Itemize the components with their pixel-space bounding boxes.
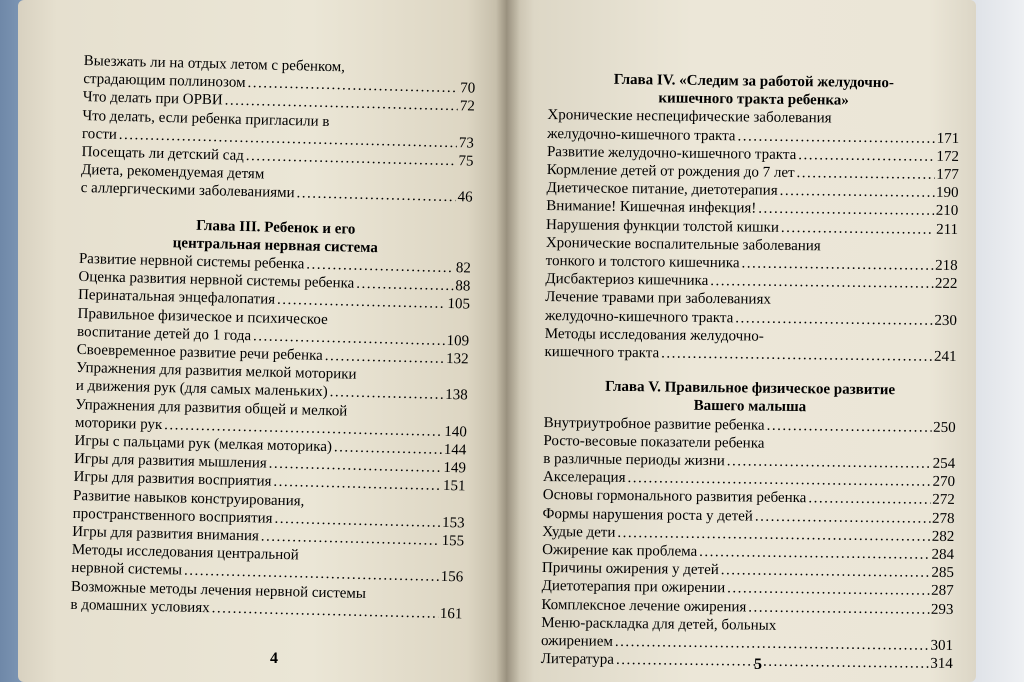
toc-leader-dots bbox=[796, 164, 934, 184]
toc-entry-title: Кормление детей от рождения до 7 лет bbox=[546, 162, 795, 182]
toc-entry-title: Развитие желудочно-кишечного тракта bbox=[546, 143, 797, 163]
toc-section-chapter-5 bbox=[541, 414, 956, 674]
toc-page-number: 82 bbox=[455, 260, 472, 277]
toc-entry-title: гости bbox=[81, 125, 118, 143]
chapter-heading-line: центральная нервная система bbox=[172, 235, 379, 257]
chapter-heading bbox=[548, 70, 960, 111]
toc-page-number: 153 bbox=[441, 514, 465, 532]
toc-page-number: 144 bbox=[443, 441, 467, 459]
toc-entry-title: Дисбактериоз кишечника bbox=[545, 271, 709, 290]
toc-entry-title: желудочно-кишечного тракта bbox=[544, 307, 734, 326]
page-number-right: 5 bbox=[754, 656, 762, 673]
toc-page-number: 46 bbox=[457, 189, 473, 206]
toc-entry-title: пространственного восприятия bbox=[72, 505, 273, 527]
toc-leader-dots bbox=[296, 185, 455, 207]
toc-page-number: 314 bbox=[930, 656, 953, 673]
toc-leader-dots bbox=[798, 146, 934, 166]
toc-entry-title: Что делать при ОРВИ bbox=[82, 89, 223, 109]
toc-entry-title-line: Меню-раскладка для детей, больных bbox=[541, 614, 777, 634]
toc-entry-title: Игры с пальцами рук (мелкая моторика) bbox=[74, 432, 333, 456]
toc-entry-title: Комплексное лечение ожирения bbox=[541, 596, 747, 616]
toc-page-number: 282 bbox=[931, 528, 955, 545]
toc-entry-title-line: Лечение травами при заболеваниях bbox=[545, 289, 772, 309]
toc-entry-title: Игры для развития восприятия bbox=[73, 469, 272, 491]
toc-entry bbox=[544, 325, 956, 366]
toc-page-number: 73 bbox=[458, 135, 475, 152]
toc-leader-dots bbox=[737, 127, 934, 148]
toc-entry-title: Худые дети bbox=[542, 523, 616, 541]
toc-entry-title: Своевременное развитие речи ребенка bbox=[76, 341, 323, 364]
toc-leader-dots bbox=[780, 182, 935, 202]
toc-page-number: 149 bbox=[443, 460, 467, 477]
toc-page-number: 156 bbox=[440, 569, 464, 586]
toc-entry-title: Причины ожирения у детей bbox=[541, 560, 719, 579]
chapter-heading-line: Глава III. Ребенок и его bbox=[195, 217, 356, 238]
toc-entry-title: ожирением bbox=[540, 633, 614, 650]
toc-section-continued bbox=[80, 52, 475, 207]
toc-leader-dots bbox=[329, 384, 443, 405]
toc-page-number: 285 bbox=[931, 565, 954, 582]
toc-entry-title: в домашних условиях bbox=[70, 596, 210, 617]
toc-page-number: 278 bbox=[931, 510, 955, 527]
toc-entry bbox=[543, 432, 955, 473]
chapter-heading-line: кишечного тракта ребенка» bbox=[658, 90, 849, 109]
toc-entry-title-line: Хронические воспалительные заболевания bbox=[545, 234, 821, 255]
toc-entry-title-line: Диета, рекомендуемая детям bbox=[80, 162, 265, 183]
left-toc-column bbox=[70, 52, 476, 624]
toc-entry-title: кишечного тракта bbox=[544, 344, 660, 362]
toc-entry-title: в различные периоды жизни bbox=[543, 451, 725, 470]
toc-entry-title-line: Выезжать ли на отдых летом с ребенком, bbox=[83, 52, 346, 76]
toc-page-number: 171 bbox=[936, 130, 960, 147]
chapter-heading-line: Глава V. Правильное физическое развитие bbox=[605, 378, 896, 399]
toc-page-number: 301 bbox=[930, 637, 954, 655]
toc-page-number: 210 bbox=[935, 203, 959, 220]
toc-entry-title: Акселерация bbox=[542, 469, 626, 487]
toc-entry bbox=[547, 106, 959, 147]
toc-leader-dots bbox=[748, 598, 929, 618]
toc-leader-dots bbox=[735, 309, 932, 330]
toc-page-number: 250 bbox=[933, 419, 956, 436]
toc-leader-dots bbox=[781, 218, 934, 238]
toc-page-number: 138 bbox=[445, 387, 468, 404]
toc-section-chapter-3 bbox=[70, 250, 471, 624]
toc-leader-dots bbox=[758, 200, 934, 220]
toc-entry-title: Литература bbox=[540, 651, 615, 669]
toc-leader-dots bbox=[661, 344, 932, 366]
toc-page-number: 218 bbox=[935, 257, 958, 275]
toc-entry-title: желудочно-кишечного тракта bbox=[547, 125, 736, 144]
toc-entry-title: Развитие нервной системы ребенка bbox=[78, 250, 305, 273]
toc-leader-dots bbox=[808, 490, 930, 510]
toc-entry-title: страдающим поллинозом bbox=[83, 71, 246, 92]
chapter-heading bbox=[544, 377, 956, 418]
toc-entry-title-line: Развитие навыков конструирования, bbox=[72, 487, 305, 510]
toc-entry-title-line: Хронические неспецифические заболевания bbox=[547, 107, 832, 127]
toc-page-number: 287 bbox=[931, 583, 954, 600]
toc-page-number: 284 bbox=[931, 546, 955, 564]
toc-entry-title: Формы нарушения роста у детей bbox=[542, 505, 753, 525]
toc-entry-title-line: Упражнения для развития мелкой моторики bbox=[76, 360, 357, 384]
toc-page-number: 88 bbox=[455, 278, 471, 295]
toc-entry-title: Оценка развития нервной системы ребенка bbox=[78, 269, 355, 292]
toc-leader-dots bbox=[767, 416, 932, 436]
toc-leader-dots bbox=[616, 651, 928, 673]
toc-entry-title: нервной системы bbox=[71, 560, 183, 580]
toc-entry bbox=[546, 234, 958, 275]
toc-entry-title: Внутриутробное развитие ребенка bbox=[543, 414, 765, 434]
toc-entry bbox=[541, 614, 953, 655]
toc-entry-title: Перинатальная энцефалопатия bbox=[77, 287, 276, 309]
toc-page-number: 132 bbox=[445, 350, 469, 368]
toc-entry-title: Диетотерапия при ожирении bbox=[541, 578, 726, 597]
toc-entry-title-line: Возможные методы лечения нервной системы bbox=[70, 578, 367, 602]
book-gutter bbox=[496, 0, 520, 682]
toc-entry-title: Диетическое питание, диетотерапия bbox=[546, 180, 778, 200]
toc-entry-title: с аллергическими заболеваниями bbox=[80, 180, 295, 202]
toc-page-number: 241 bbox=[933, 348, 957, 366]
toc-entry-title: Ожирение как проблема bbox=[542, 542, 698, 560]
toc-entry-title-line: Методы исследования центральной bbox=[71, 542, 299, 564]
right-toc-column bbox=[541, 70, 960, 673]
toc-page-number: 293 bbox=[930, 601, 954, 618]
toc-page-number: 222 bbox=[934, 275, 958, 293]
toc-page-number: 272 bbox=[932, 492, 955, 509]
toc-leader-dots bbox=[755, 507, 930, 527]
toc-entry-title: Основы гормонального развития ребенка bbox=[542, 487, 807, 507]
toc-entry-title: и движения рук (для самых маленьких) bbox=[75, 378, 328, 401]
toc-entry-title: моторики рук bbox=[74, 414, 163, 433]
toc-entry-title: Игры для развития внимания bbox=[72, 523, 260, 545]
toc-page-number: 270 bbox=[932, 473, 956, 491]
toc-leader-dots bbox=[356, 275, 454, 296]
toc-page-number: 105 bbox=[447, 296, 471, 313]
toc-page-number: 70 bbox=[460, 80, 476, 97]
toc-entry-title-line: Правильное физическое и психическое bbox=[77, 305, 328, 328]
toc-entry-title: воспитание детей до 1 года bbox=[76, 323, 252, 345]
toc-entry-title: Посещать ли детский сад bbox=[81, 143, 245, 164]
toc-entry-title: Внимание! Кишечная инфекция! bbox=[546, 198, 757, 217]
toc-page-number: 211 bbox=[936, 221, 959, 238]
chapter-heading-line: Вашего малыша bbox=[693, 398, 807, 416]
toc-leader-dots bbox=[727, 580, 929, 601]
toc-entry-title-line: Упражнения для развития общей и мелкой bbox=[75, 396, 348, 420]
toc-page-number: 151 bbox=[442, 478, 466, 495]
toc-page-number: 155 bbox=[441, 532, 465, 550]
toc-page-number: 161 bbox=[439, 605, 463, 623]
toc-entry-title-line: Росто-весовые показатели ребенка bbox=[543, 432, 765, 452]
toc-page-number: 190 bbox=[935, 184, 959, 202]
toc-page-number: 140 bbox=[444, 423, 468, 441]
chapter-heading-line: Глава IV. «Следим за работой желудочно- bbox=[613, 71, 895, 92]
toc-entry-title-line: Что делать, если ребенка пригласили в bbox=[82, 107, 330, 130]
toc-page-number: 109 bbox=[446, 332, 470, 350]
toc-page-number: 72 bbox=[459, 98, 475, 115]
toc-leader-dots bbox=[741, 254, 933, 275]
page-number-left: 4 bbox=[270, 650, 278, 667]
toc-entry-title-line: Методы исследования желудочно- bbox=[544, 325, 764, 345]
toc-entry-title: тонкого и толстого кишечника bbox=[545, 253, 740, 272]
toc-entry bbox=[545, 288, 957, 329]
toc-page-number: 172 bbox=[936, 148, 960, 165]
toc-entry-title: Игры для развития мышления bbox=[73, 451, 267, 472]
toc-page-number: 254 bbox=[932, 455, 956, 473]
toc-page-number: 230 bbox=[934, 312, 958, 329]
toc-page-number: 177 bbox=[936, 166, 959, 184]
toc-section-chapter-4 bbox=[544, 106, 959, 366]
toc-entry-title: Нарушения функции толстой кишки bbox=[546, 216, 780, 236]
toc-page-number: 75 bbox=[458, 153, 474, 170]
